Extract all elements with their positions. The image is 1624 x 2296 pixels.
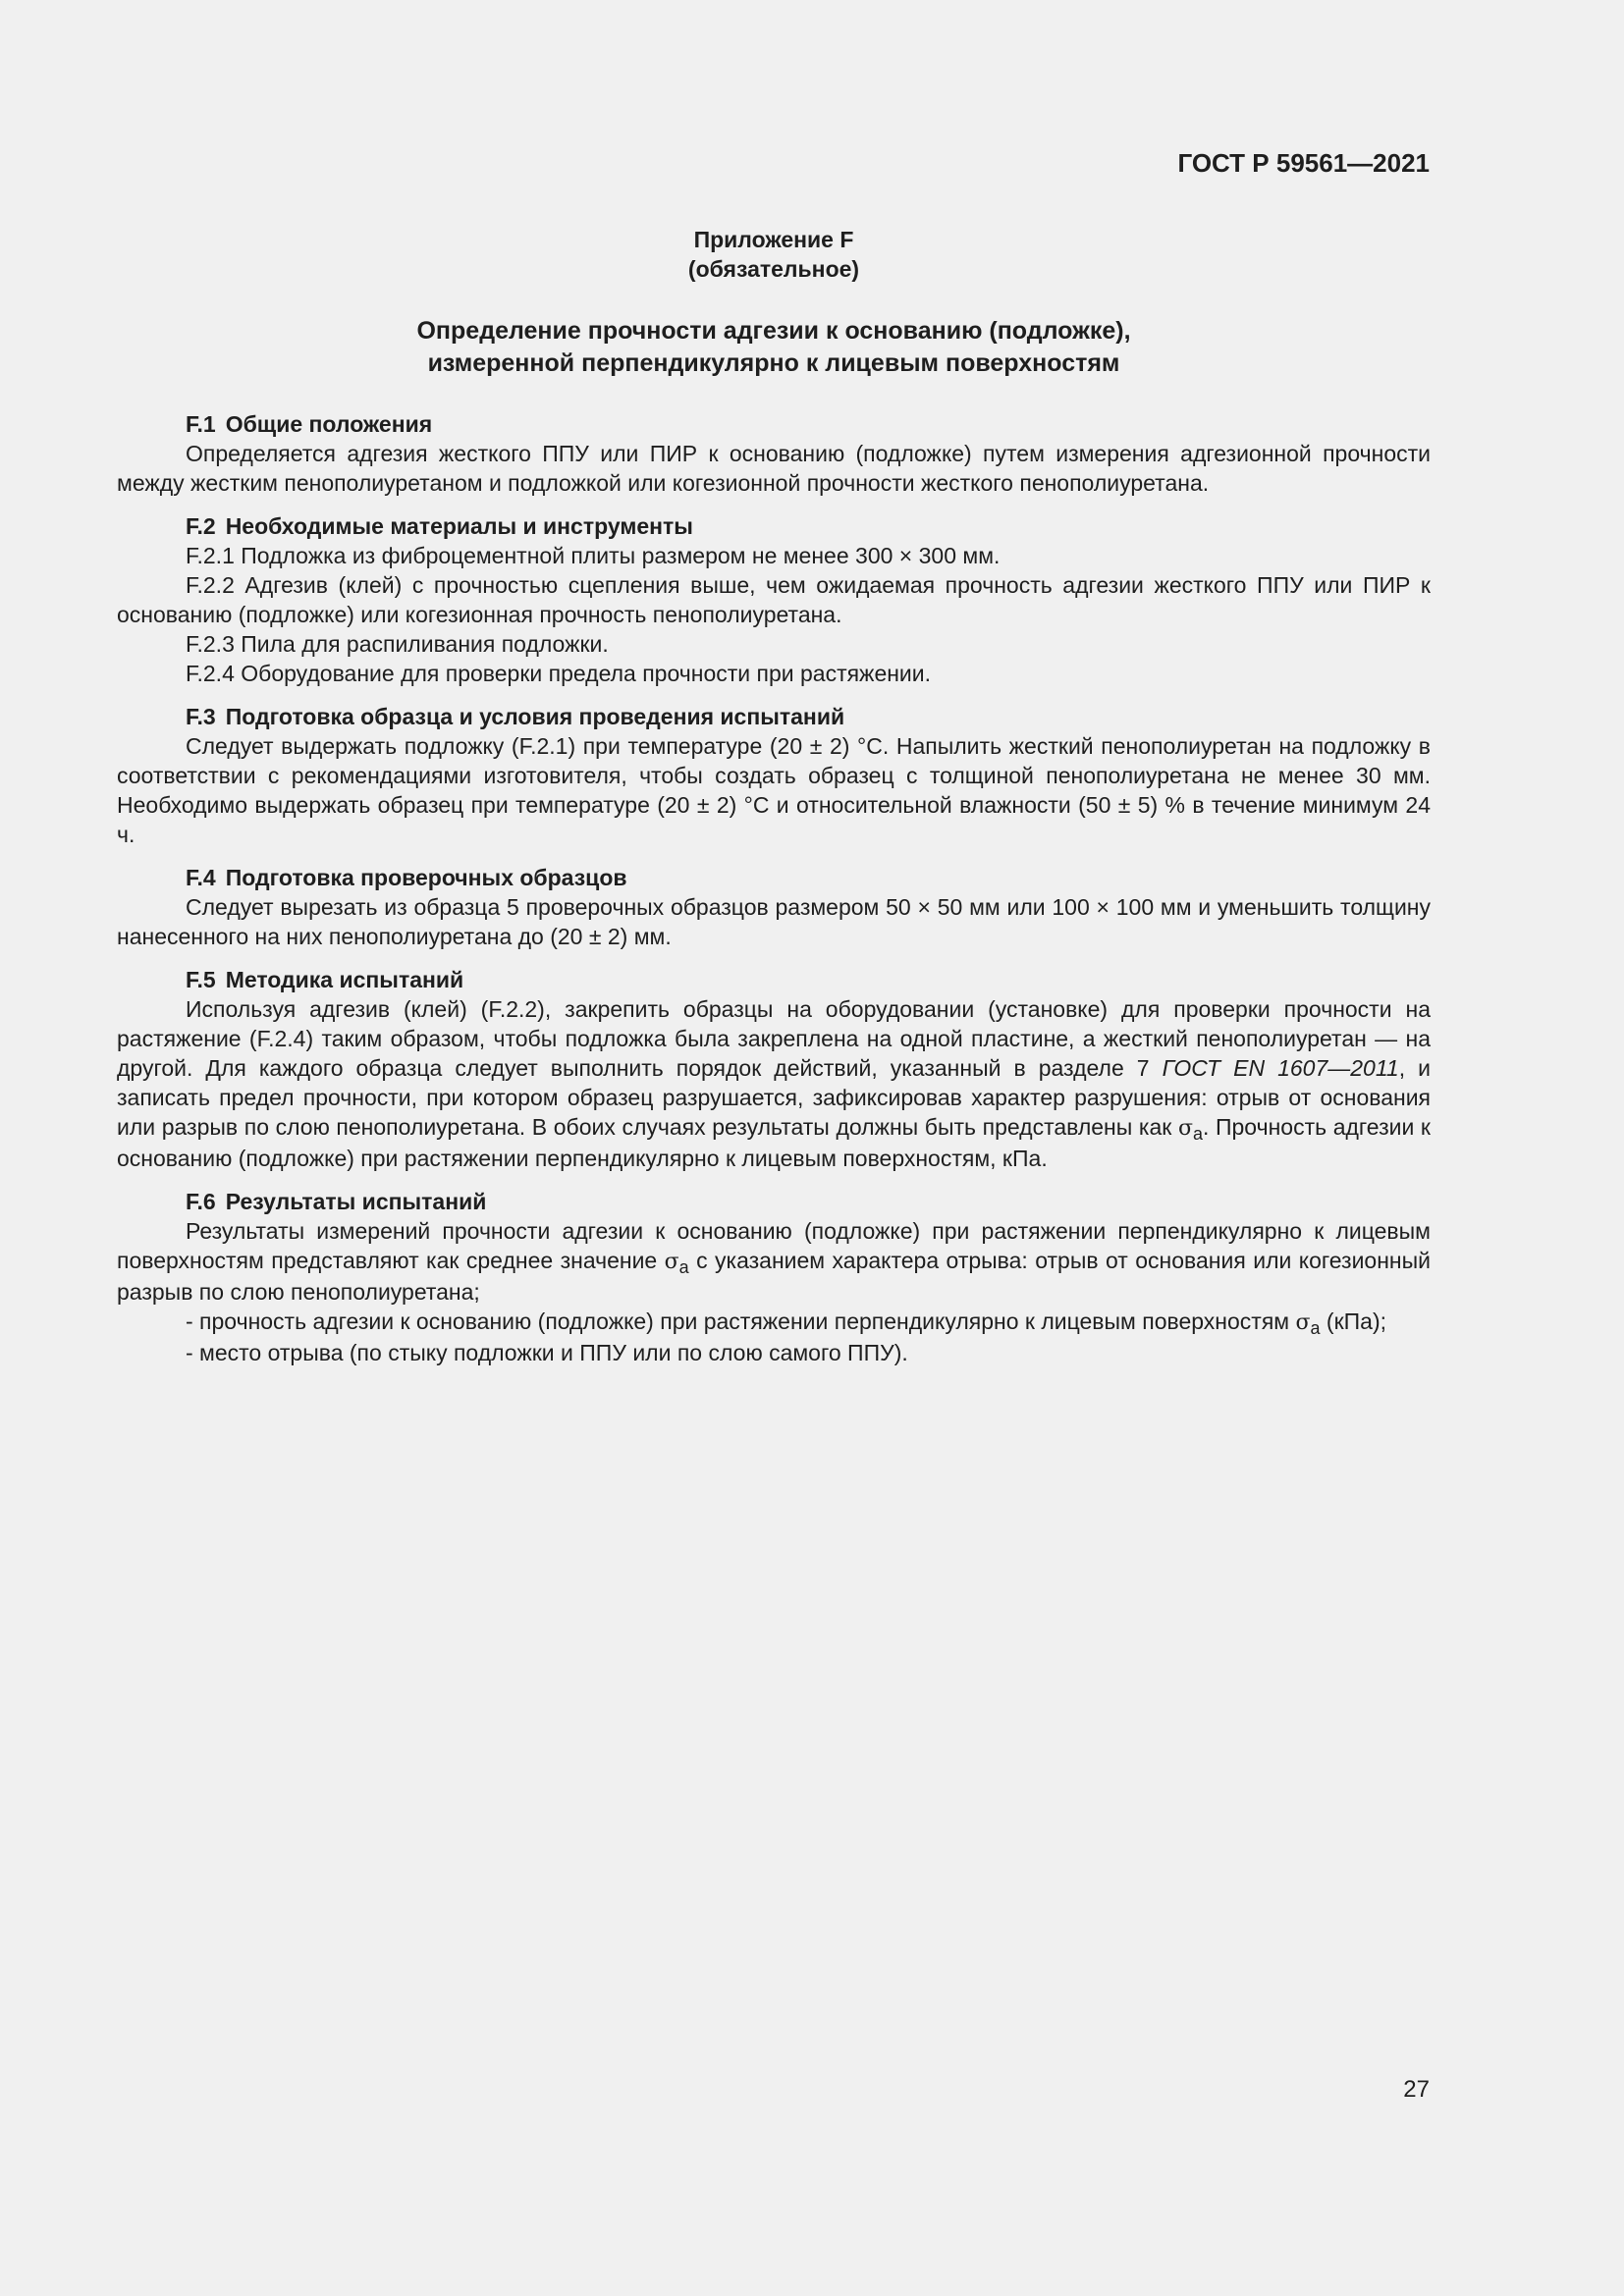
sigma-symbol: σ	[1177, 1116, 1193, 1141]
section-title: Общие положения	[225, 411, 433, 437]
text-run: . Прочность адгезии к основанию (подложке) при растяжении перпендикулярно к лицевым поверхностям, кПа.	[117, 1114, 1431, 1171]
title-line-2: измеренной перпендикулярно к лицевым поверхностям	[427, 349, 1120, 377]
section-title: Подготовка образца и условия проведения испытаний	[225, 704, 845, 729]
text-run: Используя адгезив (клей) (F.2.2), закрепить образцы на оборудовании (установке) для проверки прочности на растяжение (F.2.4) таким образом, чтобы подложка была закреплена на одной пластине, а жесткий пенополиуретан — на другой. Для каждого образца следует выполнить порядок действий, указанный в разделе 7	[117, 996, 1431, 1081]
section-number: F.6	[186, 1189, 216, 1214]
section-number: F.1	[186, 411, 216, 437]
list-item: F.2.4 Оборудование для проверки предела прочности при растяжении.	[186, 661, 932, 686]
list-item: F.2.2 Адгезив (клей) с прочностью сцепления выше, чем ожидаемая прочность адгезии жесткого ППУ или ПИР к основанию (подложке) или когезионная прочность пенополиуретана.	[117, 572, 1431, 627]
sigma-subscript: a	[678, 1257, 689, 1277]
page-content	[117, 225, 1431, 1367]
document-code: ГОСТ Р 59561—2021	[1177, 148, 1430, 178]
sigma-subscript: a	[1310, 1318, 1321, 1338]
text-run: - прочность адгезии к основанию (подложке) при растяжении перпендикулярно к лицевым поверхностям	[186, 1308, 1296, 1334]
section-heading-f4	[117, 863, 1431, 892]
section-heading-f3	[117, 702, 1431, 731]
title-line-1: Определение прочности адгезии к основанию (подложке),	[416, 317, 1131, 345]
section-number: F.4	[186, 865, 216, 890]
list-item: F.2.3 Пила для распиливания подложки.	[186, 631, 609, 657]
text-run: (кПа);	[1320, 1308, 1387, 1334]
sigma-subscript: a	[1192, 1124, 1203, 1144]
paragraph	[117, 994, 1431, 1173]
section-number: F.3	[186, 704, 216, 729]
section-title: Необходимые материалы и инструменты	[225, 513, 693, 539]
page-number: 27	[1403, 2076, 1430, 2103]
appendix-label: Приложение F	[693, 227, 854, 252]
section-number: F.2	[186, 513, 216, 539]
section-heading-f2	[117, 511, 1431, 541]
appendix-title	[117, 315, 1431, 380]
section-title: Подготовка проверочных образцов	[225, 865, 627, 890]
list-item: - место отрыва (по стыку подложки и ППУ или по слою самого ППУ).	[186, 1340, 908, 1365]
section-title: Методика испытаний	[225, 967, 464, 992]
paragraph: Определяется адгезия жесткого ППУ или ПИР к основанию (подложке) путем измерения адгезионной прочности между жестким пенополиуретаном и подложкой или когезионной прочности жесткого пенополиуретана.	[117, 441, 1431, 496]
section-heading-f5	[117, 965, 1431, 994]
list-item: F.2.1 Подложка из фиброцементной плиты размером не менее 300 × 300 мм.	[186, 543, 1001, 568]
sigma-symbol: σ	[1295, 1310, 1311, 1335]
paragraph: Следует выдержать подложку (F.2.1) при температуре (20 ± 2) °C. Напылить жесткий пенополиуретан на подложку в соответствии с рекомендациями изготовителя, чтобы создать образец с толщиной пенополиуретана не менее 30 мм. Необходимо выдержать образец при температуре (20 ± 2) °C и относительной влажности (50 ± 5) % в течение минимум 24 ч.	[117, 733, 1431, 847]
section-number: F.5	[186, 967, 216, 992]
text-run: , и записать предел прочности, при котором образец разрушается, зафиксировав характер разрушения: отрыв от основания или разрыв по слою пенополиуретана. В обоих случаях результаты должны быть представлены как	[117, 1055, 1431, 1140]
section-heading-f6	[117, 1187, 1431, 1216]
section-heading-f1	[117, 409, 1431, 439]
section-title: Результаты испытаний	[225, 1189, 487, 1214]
appendix-heading	[117, 225, 1431, 284]
standard-reference: ГОСТ EN 1607—2011	[1162, 1055, 1399, 1081]
paragraph: Следует вырезать из образца 5 проверочных образцов размером 50 × 50 мм или 100 × 100 мм и уменьшить толщину нанесенного на них пенополиуретана до (20 ± 2) мм.	[117, 894, 1431, 949]
paragraph	[117, 1216, 1431, 1307]
list-item	[117, 1307, 1431, 1338]
sigma-symbol: σ	[664, 1250, 679, 1274]
appendix-status: (обязательное)	[687, 256, 860, 282]
text-run: с указанием характера отрыва: отрыв от основания или когезионный разрыв по слою пенополиуретана;	[117, 1248, 1432, 1305]
text-run: Результаты измерений прочности адгезии к основанию (подложке) при растяжении перпендикулярно к лицевым поверхностям представляют как среднее значение	[117, 1218, 1431, 1273]
